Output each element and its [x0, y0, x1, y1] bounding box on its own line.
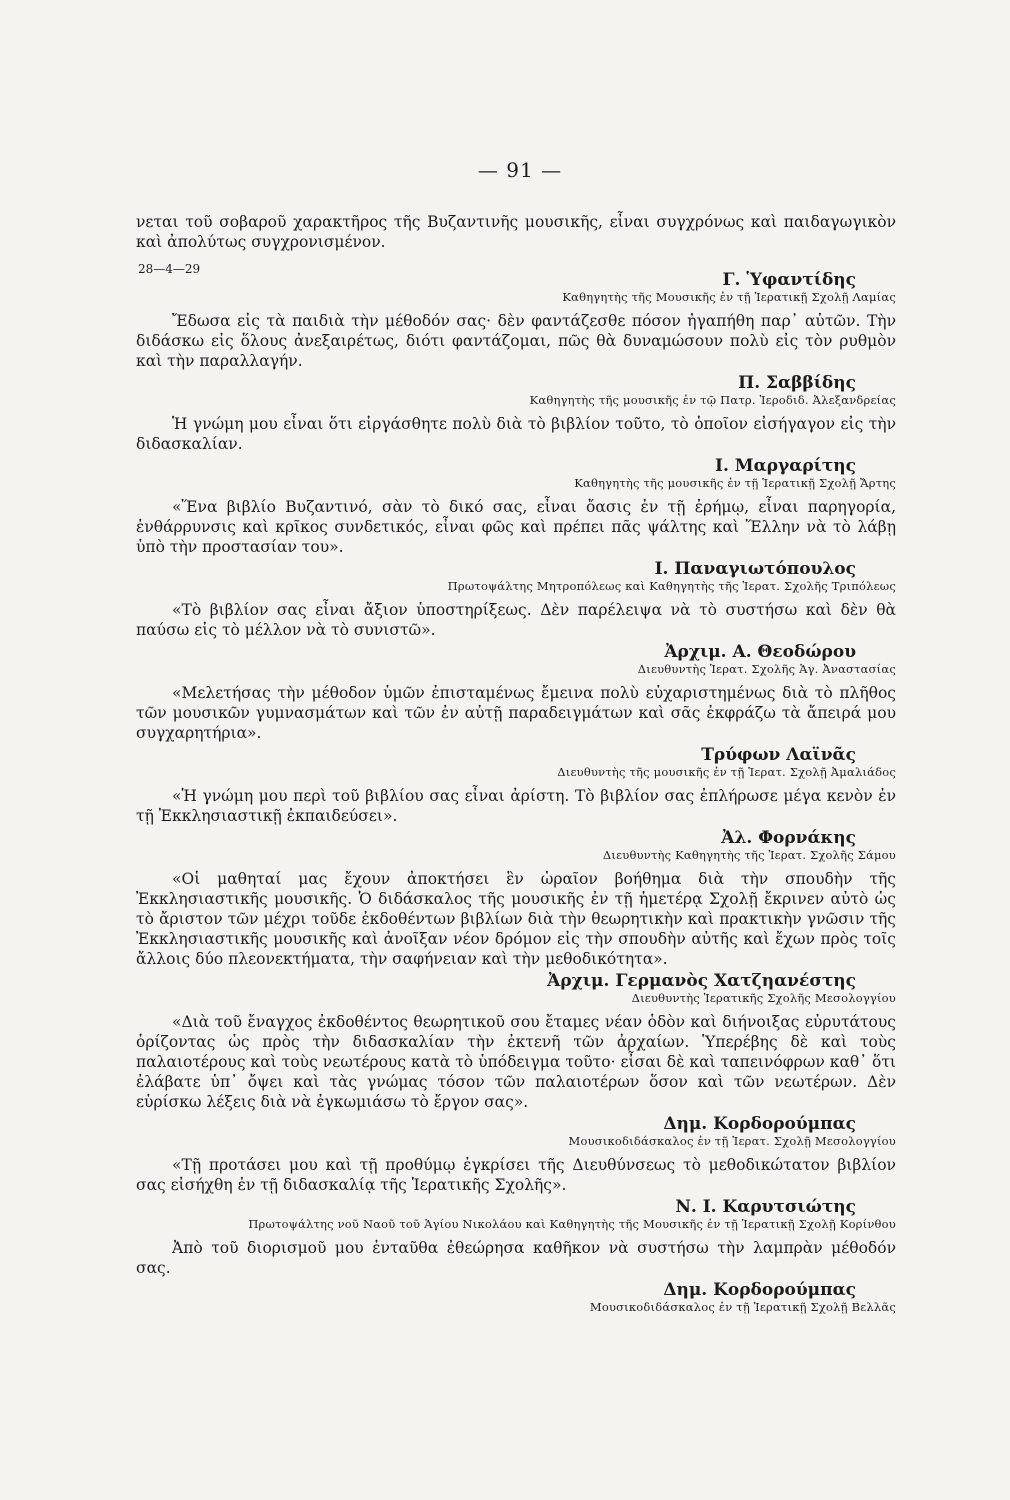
signatory-role: Καθηγητὴς τῆς μουσικῆς ἐν τῷ Πατρ. Ἱεροδιδ. Ἀλεξανδρείας	[529, 393, 896, 407]
testimonial-text: Ἀπὸ τοῦ διορισμοῦ μου ἐνταῦθα ἐθεώρησα καθῆκον νὰ συστήσω τὴν λαμπρὰν μέθοδόν σας.	[136, 1239, 896, 1277]
signature: Ἀρχιμ. Α. Θεοδώρου	[664, 642, 856, 662]
page-number: — 91 —	[477, 158, 563, 182]
signature: Τρύφων Λαϊνᾶς	[701, 745, 856, 765]
signature: Ἀλ. Φορνάκης	[721, 828, 856, 848]
signatory-role: Καθηγητὴς τῆς Μουσικῆς ἐν τῇ Ἱερατικῇ Σχολῇ Λαμίας	[562, 290, 896, 304]
signature: Ἀρχιμ. Γερμανὸς Χατζηανέστης	[547, 971, 856, 991]
signatory-role: Διευθυντὴς Καθηγητὴς τῆς Ἱερατ. Σχολῆς Σάμου	[602, 848, 896, 862]
signatory-role: Μουσικοδιδάσκαλος ἐν τῇ Ἱερατ. Σχολῇ Μεσολογγίου	[568, 1134, 896, 1148]
signatory-role: Πρωτοψάλτης Μητροπόλεως καὶ Καθηγητὴς τῆς Ἱερατ. Σχολῆς Τριπόλεως	[447, 579, 896, 593]
signature: Γ. Ὑφαντίδης	[722, 270, 856, 290]
signature: Δημ. Κορδορούμπας	[663, 1114, 856, 1134]
testimonial-text: Ἔδωσα εἰς τὰ παιδιὰ τὴν μέθοδόν σας· δὲν φαντάζεσθε πόσον ἠγαπήθη παρ᾽ αὐτῶν. Τὴν διδάσκω εἰς ὅλους ἀνεξαιρέτως, διότι φαντάζομαι, πῶς θὰ δυναμώσουν πολὺ εἰς τὸν ρυθμὸν καὶ τὴν παραλλαγήν.	[136, 312, 896, 370]
testimonial-text: «Μελετήσας τὴν μέθοδον ὑμῶν ἐπισταμένως ἔμεινα πολὺ εὐχαριστημένως διὰ τὸ πλῆθος τῶν μουσικῶν γυμνασμάτων καὶ τῶν ἐν αὐτῇ παραδειγμάτων καὶ σᾶς ἐκφράζω τὰ ἄπειρά μου συγχαρητήρια».	[136, 684, 896, 742]
signatory-role: Πρωτοψάλτης νοῦ Ναοῦ τοῦ Ἁγίου Νικολάου καὶ Καθηγητὴς τῆς Μουσικῆς ἐν τῇ Ἱερατικῇ Σχολῇ Κορίνθου	[248, 1217, 896, 1231]
testimonial-text: «Ἡ γνώμη μου περὶ τοῦ βιβλίου σας εἶναι ἀρίστη. Τὸ βιβλίον σας ἐπλήρωσε μέγα κενὸν ἐν τῇ Ἐκκλησιαστικῇ ἐκπαιδεύσει».	[136, 787, 896, 825]
signature: Ι. Παναγιωτόπουλος	[654, 559, 856, 579]
signature: Ι. Μαργαρίτης	[715, 456, 856, 476]
testimonial-text: νεται τοῦ σοβαροῦ χαρακτῆρος τῆς Βυζαντινῆς μουσικῆς, εἶναι συγχρόνως καὶ παιδαγωγικὸν καὶ ἀπολύτως συγχρονισμένον.	[136, 213, 896, 251]
testimonials-body: νεται τοῦ σοβαροῦ χαρακτῆρος τῆς Βυζαντινῆς μουσικῆς, εἶναι συγχρόνως καὶ παιδαγωγικὸν καὶ ἀπολύτως συγχρονισμένον. 28—4—29 Γ. Ὑφαντίδης Καθηγητὴς τῆς Μουσικῆς ἐν τῇ Ἱερατικῇ Σχολῇ Λαμίας Ἔδωσα εἰς τὰ παιδιὰ τὴν μέθοδόν σας· δὲν φαντάζεσθε πόσον ἠγαπήθη παρ᾽ αὐτῶν. Τὴν διδάσκω εἰς ὅλους ἀνεξαιρέτως, διότι φαντάζομαι, πῶς θὰ δυναμώσουν πολὺ εἰς τὸν ρυθμὸν καὶ τὴν παραλλαγήν. Π. Σαββίδης Καθηγητὴς τῆς μουσικῆς ἐν τῷ Πατρ. Ἱεροδιδ. Ἀλεξανδρείας Ἡ γνώμη μου εἶναι ὅτι εἰργάσθητε πολὺ διὰ τὸ βιβλίον τοῦτο, τὸ ὁποῖον εἰσήγαγον εἰς τὴν διδασκαλίαν. Ι. Μαργαρίτης Καθηγητὴς τῆς μουσικῆς ἐν τῇ Ἱερατικῇ Σχολῇ Ἄρτης «Ἕνα βιβλίο Βυζαντινό, σὰν τὸ δικό σας, εἶναι ὄασις ἐν τῇ ἐρήμῳ, εἶναι παρηγορία, ἐνθάρρυνσις καὶ κρῖκος συνδετικός, εἶναι φῶς καὶ πρέπει πᾶς ψάλτης καὶ Ἕλλην νὰ τὸ λάβῃ ὑπὸ τὴν προστασίαν του». Ι. Παναγιωτόπουλος Πρωτοψάλτης Μητροπόλεως καὶ Καθηγητὴς τῆς Ἱερατ. Σχολῆς Τριπόλεως «Τὸ βιβλίον σας εἶναι ἄξιον ὑποστηρίξεως. Δὲν παρέλειψα νὰ τὸ συστήσω καὶ δὲν θὰ παύσω εἰς τὸ μέλλον νὰ τὸ συνιστῶ». Ἀρχιμ. Α. Θεοδώρου Διευθυντὴς Ἱερατ. Σχολῆς Ἁγ. Ἀναστασίας «Μελετήσας τὴν μέθοδον ὑμῶν ἐπισταμένως ἔμεινα πολὺ εὐχαριστημένως διὰ τὸ πλῆθος τῶν μουσικῶν γυμνασμάτων καὶ τῶν ἐν αὐτῇ παραδειγμάτων καὶ σᾶς ἐκφράζω τὰ ἄπειρά μου συγχαρητήρια». Τρύφων Λαϊνᾶς Διευθυντὴς τῆς μουσικῆς ἐν τῇ Ἱερατ. Σχολῇ Ἀμαλιάδος «Ἡ γνώμη μου περὶ τοῦ βιβλίου σας εἶναι ἀρίστη. Τὸ βιβλίον σας ἐπλήρωσε μέγα κενὸν ἐν τῇ Ἐκκλησιαστικῇ ἐκπαιδεύσει». Ἀλ. Φορνάκης Διευθυντὴς Καθηγητὴς τῆς Ἱερατ. Σχολῆς Σάμου «Οἱ μαθηταί μας ἔχουν ἀποκτήσει ἓν ὡραῖον βοήθημα διὰ τὴν σπουδὴν τῆς Ἐκκλησιαστικῆς μουσικῆς. Ὁ διδάσκαλος τῆς μουσικῆς ἐν τῇ ἡμετέρᾳ Σχολῇ ἔκρινεν αὐτὸ ὡς τὸ ἄριστον τῶν μέχρι τοῦδε ἐκδοθέντων βιβλίων διὰ τὴν θεωρητικὴν καὶ πρακτικὴν γνῶσιν τῆς Ἐκκλησιαστικῆς μουσικῆς καὶ ἀνοῖξαν νέον δρόμον εἰς τὴν σπουδὴν αὐτῆς καὶ ἔχων πρὸς τοῖς ἄλλοις δύο πλεονεκτήματα, τὴν σαφήνειαν καὶ τὴν μεθοδικότητα». Ἀρχιμ. Γερμανὸς Χατζηανέστης Διευθυντὴς Ἱερατικῆς Σχολῆς Μεσολογγίου «Διὰ τοῦ ἔναγχος ἐκδοθέντος θεωρητικοῦ σου ἔταμες νέαν ὁδὸν καὶ διήνοιξας εὐρυτάτους ὁρίζοντας ὡς πρὸς τὴν διδασκαλίαν τὴν ἐκτενῆ τῶν ἀρχαίων. Ὑπερέβης δὲ καὶ τοὺς παλαιοτέρους καὶ τοὺς νεωτέρους κατὰ τὸ ὑπόδειγμα τοῦτο· εἶσαι δὲ καὶ ταπεινόφρων καθ᾽ ὅτι ἐλάβατε ὑπ᾽ ὄψει καὶ τὰς γνώμας τόσον τῶν παλαιοτέρων ὅσον καὶ τῶν νεωτέρων. Δὲν εὑρίσκω λέξεις διὰ νὰ ἐγκωμιάσω τὸ ἔργον σας». Δημ. Κορδορούμπας Μουσικοδιδάσκαλος ἐν τῇ Ἱερατ. Σχολῇ Μεσολογγίου «Τῇ προτάσει μου καὶ τῇ προθύμῳ ἐγκρίσει τῆς Διευθύνσεως τὸ μεθοδικώτατον βιβλίον σας εἰσήχθη ἐν τῇ διδασκαλίᾳ τῆς Ἱερατικῆς Σχολῆς». Ν. Ι. Καρυτσιώτης Πρωτοψάλτης νοῦ Ναοῦ τοῦ Ἁγίου Νικολάου καὶ Καθηγητὴς τῆς Μουσικῆς ἐν τῇ Ἱερατικῇ Σχολῇ Κορίνθου Ἀπὸ τοῦ διορισμοῦ μου ἐνταῦθα ἐθεώρησα καθῆκον νὰ συστήσω τὴν λαμπρὰν μέθοδόν σας. Δημ. Κορδορούμπας Μουσικοδιδάσκαλος ἐν τῇ Ἱερατικῇ Σχολῇ Βελλᾶς	[136, 213, 896, 1314]
testimonial-text: Ἡ γνώμη μου εἶναι ὅτι εἰργάσθητε πολὺ διὰ τὸ βιβλίον τοῦτο, τὸ ὁποῖον εἰσήγαγον εἰς τὴν διδασκαλίαν.	[136, 415, 896, 453]
signature: Π. Σαββίδης	[738, 373, 856, 393]
signatory-role: Καθηγητὴς τῆς μουσικῆς ἐν τῇ Ἱερατικῇ Σχολῇ Ἄρτης	[574, 476, 896, 490]
testimonial-text: «Τὸ βιβλίον σας εἶναι ἄξιον ὑποστηρίξεως. Δὲν παρέλειψα νὰ τὸ συστήσω καὶ δὲν θὰ παύσω εἰς τὸ μέλλον νὰ τὸ συνιστῶ».	[136, 601, 896, 639]
signatory-role: Διευθυντὴς Ἱερατ. Σχολῆς Ἁγ. Ἀναστασίας	[637, 662, 896, 676]
signatory-role: Μουσικοδιδάσκαλος ἐν τῇ Ἱερατικῇ Σχολῇ Βελλᾶς	[589, 1300, 896, 1314]
signatory-role: Διευθυντὴς τῆς μουσικῆς ἐν τῇ Ἱερατ. Σχολῇ Ἀμαλιάδος	[557, 765, 896, 779]
testimonial-text: «Οἱ μαθηταί μας ἔχουν ἀποκτήσει ἓν ὡραῖον βοήθημα διὰ τὴν σπουδὴν τῆς Ἐκκλησιαστικῆς μουσικῆς. Ὁ διδάσκαλος τῆς μουσικῆς ἐν τῇ ἡμετέρᾳ Σχολῇ ἔκρινεν αὐτὸ ὡς τὸ ἄριστον τῶν μέχρι τοῦδε ἐκδοθέντων βιβλίων διὰ τὴν θεωρητικὴν καὶ πρακτικὴν γνῶσιν τῆς Ἐκκλησιαστικῆς μουσικῆς καὶ ἀνοῖξαν νέον δρόμον εἰς τὴν σπουδὴν αὐτῆς καὶ ἔχων πρὸς τοῖς ἄλλοις δύο πλεονεκτήματα, τὴν σαφήνειαν καὶ τὴν μεθοδικότητα».	[136, 870, 896, 968]
signatory-role: Διευθυντὴς Ἱερατικῆς Σχολῆς Μεσολογγίου	[631, 991, 896, 1005]
signature: Δημ. Κορδορούμπας	[663, 1280, 856, 1300]
signature: Ν. Ι. Καρυτσιώτης	[675, 1197, 856, 1217]
testimonial-text: «Τῇ προτάσει μου καὶ τῇ προθύμῳ ἐγκρίσει τῆς Διευθύνσεως τὸ μεθοδικώτατον βιβλίον σας εἰσήχθη ἐν τῇ διδασκαλίᾳ τῆς Ἱερατικῆς Σχολῆς».	[136, 1156, 896, 1194]
testimonial-text: «Ἕνα βιβλίο Βυζαντινό, σὰν τὸ δικό σας, εἶναι ὄασις ἐν τῇ ἐρήμῳ, εἶναι παρηγορία, ἐνθάρρυνσις καὶ κρῖκος συνδετικός, εἶναι φῶς καὶ πρέπει πᾶς ψάλτης καὶ Ἕλλην νὰ τὸ λάβῃ ὑπὸ τὴν προστασίαν του».	[136, 498, 896, 556]
testimonial-text: «Διὰ τοῦ ἔναγχος ἐκδοθέντος θεωρητικοῦ σου ἔταμες νέαν ὁδὸν καὶ διήνοιξας εὐρυτάτους ὁρίζοντας ὡς πρὸς τὴν διδασκαλίαν τὴν ἐκτενῆ τῶν ἀρχαίων. Ὑπερέβης δὲ καὶ τοὺς παλαιοτέρους καὶ τοὺς νεωτέρους κατὰ τὸ ὑπόδειγμα τοῦτο· εἶσαι δὲ καὶ ταπεινόφρων καθ᾽ ὅτι ἐλάβατε ὑπ᾽ ὄψει καὶ τὰς γνώμας τόσον τῶν παλαιοτέρων ὅσον καὶ τῶν νεωτέρων. Δὲν εὑρίσκω λέξεις διὰ νὰ ἐγκωμιάσω τὸ ἔργον σας».	[136, 1013, 896, 1111]
